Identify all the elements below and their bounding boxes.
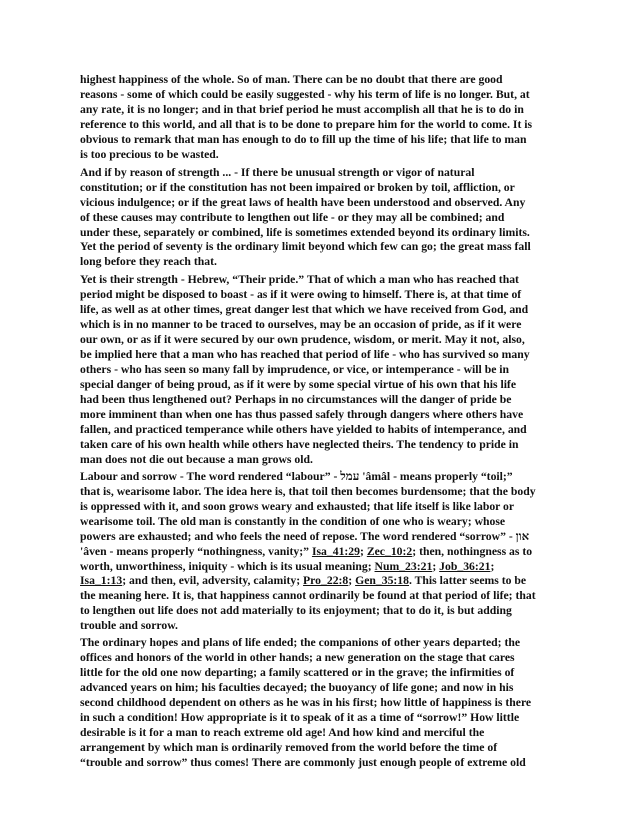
text-segment: . This latter seems to be	[409, 574, 527, 588]
document-body	[80, 73, 566, 771]
text-line	[80, 148, 566, 163]
text-segment: vicious indulgence; or if the great laws of health have been understood and observed. Any	[80, 195, 526, 209]
text-line	[80, 288, 566, 303]
text-segment: wearisome toil. The old man is constantly in the condition of one who is weary; whose	[80, 514, 506, 528]
scripture-reference-link[interactable]: Job_36:21	[439, 559, 491, 573]
text-line	[80, 530, 566, 545]
text-segment: And if by reason of strength ... - If there be unusual strength or vigor of natural	[80, 165, 475, 179]
text-segment: our own, or as if it were secured by our own prudence, wisdom, or merit. May it not, also,	[80, 333, 525, 347]
text-line	[80, 378, 566, 393]
text-segment: be implied here that a man who has reached that period of life - who has survived so many	[80, 348, 530, 362]
text-segment: special danger of being proud, as if it were by some special virtue of his own that his life	[80, 378, 517, 392]
text-segment: Yet is their strength - Hebrew, “Their pride.” That of which a man who has reached that	[80, 273, 519, 287]
text-line	[80, 303, 566, 318]
text-segment: Labour and sorrow - The word rendered “labour” - עמל 'âmâl - means properly “toil;”	[80, 469, 513, 483]
text-line	[80, 348, 566, 363]
text-segment: man does not die out because a man grows old.	[80, 452, 313, 466]
text-line	[80, 226, 566, 241]
text-line	[80, 211, 566, 226]
text-segment: any rate, it is no longer; and in that brief period he must accomplish all that he is to do in	[80, 102, 524, 116]
text-line	[80, 574, 566, 589]
text-segment: offices and honors of the world in other hands; a new generation on the stage that cares	[80, 651, 515, 665]
text-line	[80, 545, 566, 560]
text-line	[80, 470, 566, 485]
text-segment: The ordinary hopes and plans of life ended; the companions of other years departed; the	[80, 636, 521, 650]
text-segment: that is, wearisome labor. The idea here is, that toil then becomes burdensome; that the body	[80, 484, 536, 498]
paragraph	[80, 273, 566, 467]
text-line	[80, 604, 566, 619]
scripture-reference-link[interactable]: Num_23:21	[374, 559, 433, 573]
scripture-reference-link[interactable]: Gen_35:18	[355, 574, 409, 588]
text-line	[80, 273, 566, 288]
text-segment: had been thus lengthened out? Perhaps in no circumstances will the danger of pride be	[80, 393, 512, 407]
text-segment: to lengthen out life does not add materially to its enjoyment; that to do it, is but adding	[80, 604, 512, 618]
paragraph	[80, 636, 566, 771]
text-segment: period might be disposed to boast - as if it were owing to himself. There is, at that time of	[80, 288, 522, 302]
text-segment: trouble and sorrow.	[80, 619, 178, 633]
text-line	[80, 408, 566, 423]
text-segment: the meaning here. It is, that happiness cannot ordinarily be found at that period of life; that	[80, 589, 536, 603]
text-line	[80, 181, 566, 196]
text-segment: which is in no manner to be traced to ourselves, may be an occasion of pride, as if it were	[80, 318, 522, 332]
text-segment: obvious to remark that man has enough to do to fill up the time of his life; that life to man	[80, 132, 527, 146]
scripture-reference-link[interactable]: Isa_41:29	[311, 544, 360, 558]
text-segment: long before they reach that.	[80, 255, 217, 269]
text-segment: reference to this world, and all that is to be done to prepare him for the world to come. It is	[80, 117, 533, 131]
text-segment: ;	[490, 559, 495, 573]
text-line	[80, 560, 566, 575]
text-line	[80, 711, 566, 726]
text-segment: arrangement by which man is ordinarily removed from the world before the time of	[80, 740, 498, 754]
text-segment: 'âven - means properly “nothingness, vanity;”	[80, 544, 312, 558]
text-segment: worth, unworthiness, iniquity - which is its usual meaning;	[80, 559, 375, 573]
text-segment: “trouble and sorrow” thus comes! There are commonly just enough people of extreme old	[80, 755, 526, 769]
text-segment: advanced years on him; his faculties decayed; the buoyancy of life gone; and now in his	[80, 681, 514, 695]
text-line	[80, 423, 566, 438]
text-line	[80, 196, 566, 211]
text-line	[80, 696, 566, 711]
text-segment: taken care of his own health while others have neglected theirs. The tendency to pride in	[80, 437, 519, 451]
text-line	[80, 333, 566, 348]
text-line	[80, 453, 566, 468]
text-line	[80, 619, 566, 634]
text-segment: others - who has seen so many fall by imprudence, or vice, or intemperance - will be in	[80, 363, 510, 377]
text-segment: Yet the period of seventy is the ordinary limit beyond which few can go; the great mass fall	[80, 240, 531, 254]
text-line	[80, 88, 566, 103]
text-segment: ; and then, evil, adversity, calamity;	[122, 574, 304, 588]
text-line	[80, 515, 566, 530]
text-line	[80, 726, 566, 741]
scripture-reference-link[interactable]: Zec_10:2	[366, 544, 413, 558]
text-line	[80, 741, 566, 756]
text-segment: second childhood dependent on others as he was in his first; how little of happiness is there	[80, 696, 532, 710]
text-line	[80, 485, 566, 500]
text-line	[80, 666, 566, 681]
text-line	[80, 681, 566, 696]
text-segment: under these, separately or combined, life is sometimes extended beyond its ordinary limits.	[80, 225, 530, 239]
text-segment: of these causes may contribute to lengthen out life - or they may all be combined; and	[80, 210, 505, 224]
text-segment: little for the old one now departing; a family scattered or in the grave; the infirmities of	[80, 666, 515, 680]
text-segment: ; then, nothingness as to	[412, 544, 533, 558]
text-segment: in such a condition! How appropriate is it to speak of it as a time of “sorrow!” How little	[80, 711, 520, 725]
text-line	[80, 255, 566, 270]
text-segment: is oppressed with it, and soon grows weary and exhausted; that life itself is like labor or	[80, 499, 515, 513]
text-line	[80, 318, 566, 333]
text-segment: life, as well as at other times, great danger lest that which we have received from God, and	[80, 303, 529, 317]
scripture-reference-link[interactable]: Pro_22:8	[303, 574, 349, 588]
text-segment: constitution; or if the constitution has not been impaired or broken by toil, affliction, or	[80, 180, 515, 194]
text-line	[80, 103, 566, 118]
text-segment: powers are exhausted; and who feels the need of repose. The word rendered “sorrow” - און	[80, 529, 530, 543]
text-line	[80, 393, 566, 408]
text-line	[80, 651, 566, 666]
text-line	[80, 589, 566, 604]
paragraph	[80, 470, 566, 634]
text-line	[80, 118, 566, 133]
text-segment: more imminent than when one has thus passed safely through dangers where others have	[80, 407, 524, 421]
text-line	[80, 166, 566, 181]
text-segment: fallen, and practiced temperance while others have yielded to habits of intemperance, and	[80, 422, 527, 436]
text-line	[80, 240, 566, 255]
scripture-reference-link[interactable]: Isa_1:13	[80, 574, 123, 588]
text-line	[80, 133, 566, 148]
text-segment: ;	[432, 559, 440, 573]
text-segment: highest happiness of the whole. So of man. There can be no doubt that there are good	[80, 73, 503, 86]
text-segment: desirable is it for a man to reach extreme old age! And how kind and merciful the	[80, 725, 485, 739]
text-segment: reasons - some of which could be easily suggested - why his term of life is no longer. But, at	[80, 87, 530, 101]
text-segment: ;	[348, 574, 356, 588]
paragraph	[80, 166, 566, 271]
text-line	[80, 363, 566, 378]
text-segment: is too precious to be wasted.	[80, 147, 219, 161]
text-line	[80, 500, 566, 515]
text-line	[80, 73, 566, 88]
text-line	[80, 438, 566, 453]
text-line	[80, 756, 566, 771]
text-line	[80, 636, 566, 651]
text-segment: ;	[360, 544, 367, 558]
paragraph	[80, 73, 566, 163]
